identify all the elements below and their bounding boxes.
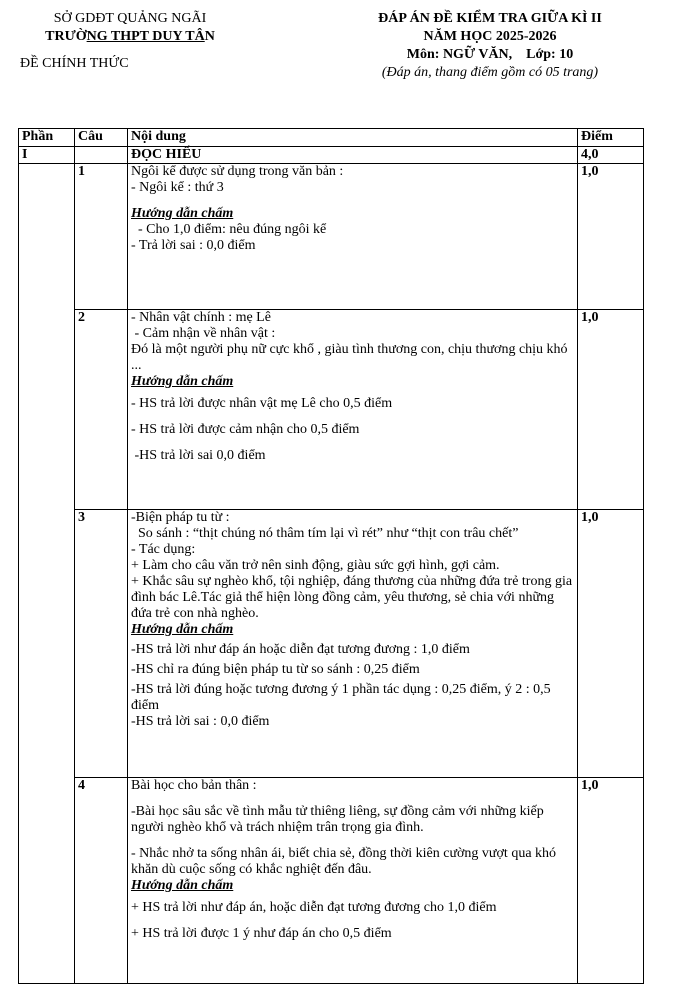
section-empty	[75, 147, 128, 164]
content-line: - Cảm nhận về nhân vật :	[131, 326, 276, 341]
guide-line: -HS trả lời sai 0,0 điểm	[131, 448, 266, 463]
content-line: - Nhắc nhở ta sống nhân ái, biết chia sẻ, đồng thời kiên cường vượt qua khó khăn dù cuộc sống có khắc nghiệt đến đâu.	[131, 846, 557, 877]
guide-line: -HS trả lời như đáp án hoặc diễn đạt tương đương : 1,0 điểm	[131, 642, 470, 657]
table-row	[19, 164, 644, 310]
section-title: ĐỌC HIỂU	[128, 147, 578, 164]
guide-line: + HS trả lời được 1 ý như đáp án cho 0,5 điểm	[131, 926, 392, 941]
content-line: -Biện pháp tu từ :	[131, 510, 230, 525]
question-number: 3	[75, 510, 128, 778]
guide-line: - Trả lời sai : 0,0 điểm	[131, 238, 256, 253]
header-left	[20, 10, 240, 73]
part-cell	[19, 310, 75, 510]
header-part: Phần	[19, 129, 75, 147]
header-score: Điểm	[578, 129, 644, 147]
content-line: + Khắc sâu sự nghèo khổ, tội nghiệp, đáng thương của những đứa trẻ trong gia đình bác Lê.Tác giả thể hiện lòng đồng cảm, yêu thương, sẻ chia với những đứa trẻ con nhà nghèo.	[131, 574, 573, 621]
content-line: Đó là một người phụ nữ cực khổ , giàu tình thương con, chịu thương chịu khó ...	[131, 342, 568, 373]
guide-label: Hướng dẫn chấm	[131, 206, 234, 221]
department-name: SỞ GDĐT QUẢNG NGÃI	[53, 11, 207, 26]
guide-line: -HS trả lời đúng hoặc tương đương ý 1 phần tác dụng : 0,25 điểm, ý 2 : 0,5 điểm	[131, 682, 551, 713]
table-row	[19, 310, 644, 510]
section-row	[19, 147, 644, 164]
official-label: ĐỀ CHÍNH THỨC	[20, 56, 129, 71]
content-line: + Làm cho câu văn trở nên sinh động, giàu sức gợi hình, gợi cảm.	[131, 558, 500, 573]
school-name	[20, 28, 240, 46]
header-question: Câu	[75, 129, 128, 147]
guide-line: + HS trả lời như đáp án, hoặc diễn đạt tương đương cho 1,0 điểm	[131, 900, 497, 915]
part-cell	[19, 164, 75, 310]
guide-line: - HS trả lời được cảm nhận cho 0,5 điểm	[131, 422, 360, 437]
guide-label: Hướng dẫn chấm	[131, 622, 234, 637]
content-line: So sánh : “thịt chúng nó thâm tím lại vì rét” như “thịt con trâu chết”	[131, 526, 519, 541]
page-note: (Đáp án, thang điểm gồm có 05 trang)	[381, 65, 599, 80]
table-row	[19, 778, 644, 984]
question-score: 1,0	[578, 778, 644, 984]
question-number: 4	[75, 778, 128, 984]
school-name-underlined: NG THPT DUY TÂ	[86, 29, 205, 44]
guide-line: -HS trả lời sai : 0,0 điểm	[131, 714, 270, 729]
guide-line: - HS trả lời được nhân vật mẹ Lê cho 0,5 điểm	[131, 396, 393, 411]
question-content	[128, 310, 578, 510]
content-line: - Ngôi kể : thứ 3	[131, 180, 224, 195]
content-line: -Bài học sâu sắc về tình mẫu tử thiêng liêng, sự đồng cảm với những kiếp người nghèo khổ và trách nhiệm trân trọng gia đình.	[131, 804, 544, 835]
content-line: Ngôi kể được sử dụng trong văn bản :	[131, 164, 344, 179]
school-year: NĂM HỌC 2025-2026	[423, 29, 557, 44]
header-right	[300, 10, 680, 82]
school-name-part: TRƯỜ	[45, 29, 87, 44]
section-score: 4,0	[578, 147, 644, 164]
question-score: 1,0	[578, 510, 644, 778]
question-score: 1,0	[578, 310, 644, 510]
guide-label: Hướng dẫn chấm	[131, 374, 234, 389]
content-line: Bài học cho bản thân :	[131, 778, 257, 793]
part-cell	[19, 778, 75, 984]
subject-line: Môn: NGỮ VĂN, Lớp: 10	[406, 47, 574, 62]
section-part: I	[19, 147, 75, 164]
school-name-part: N	[204, 29, 215, 44]
header-content: Nội dung	[128, 129, 578, 147]
guide-line: - Cho 1,0 điểm: nêu đúng ngôi kể	[131, 222, 327, 237]
question-content	[128, 778, 578, 984]
table-row	[19, 510, 644, 778]
guide-line: -HS chỉ ra đúng biện pháp tu từ so sánh : 0,25 điểm	[131, 662, 420, 677]
question-score: 1,0	[578, 164, 644, 310]
document-title: ĐÁP ÁN ĐỀ KIỂM TRA GIỮA KÌ II	[378, 11, 602, 26]
question-content	[128, 164, 578, 310]
answer-table	[18, 128, 644, 984]
content-line: - Tác dụng:	[131, 542, 196, 557]
table-header-row	[19, 129, 644, 147]
part-cell	[19, 510, 75, 778]
guide-label: Hướng dẫn chấm	[131, 878, 234, 893]
question-number: 2	[75, 310, 128, 510]
content-line: - Nhân vật chính : mẹ Lê	[131, 310, 271, 325]
question-number: 1	[75, 164, 128, 310]
question-content	[128, 510, 578, 778]
